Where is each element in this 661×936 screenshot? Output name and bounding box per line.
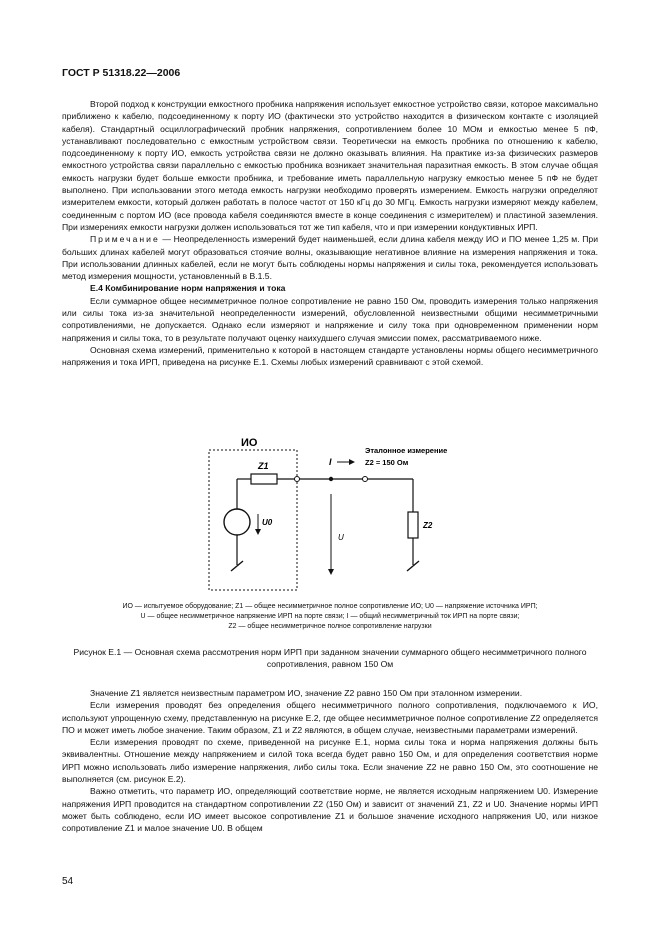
current-label: I: [329, 457, 332, 467]
paragraph: Основная схема измерений, применительно к которой в настоящем стандарте установлены нормы общего несимметричного напряжения и тока ИРП, приведена на рисунке Е.1. Схемы любых измерений сравнивают с этой схемой.: [62, 344, 598, 368]
z2-resistor: [408, 512, 418, 538]
text-block-top: [62, 98, 598, 369]
legend-line: U — общее несимметричное напряжение ИРП на порте связи; I — общий несимметричный ток ИРП на порте связи;: [140, 613, 520, 620]
paragraph: Если суммарное общее несимметричное полное сопротивление не равно 150 Ом, проводить измерения только напряжения или силы тока из-за значительной неопределенности измерений, обусловленной неизвестными общими несимметричными сопротивлениями, не допускается. Однако если измеряют и напряжение и силу тока при одновременном применении норм напряжения и силы тока, то в результате получают оценку наихудшего случая эмиссии помех, рассматриваемого ниже.: [62, 295, 598, 343]
paragraph: Если измерения проводят без определения общего несимметричного полного сопротивления, подключаемого к ИО, используют упрощенную схему, представленную на рисунке Е.2, где общее несимметричное полное сопротивление Z2 определяется ПО и может иметь любое значение. Таким образом, Z1 и Z2 являются, в общем случае, неизвестными параметрами измерений.: [62, 700, 598, 735]
voltage-arrow-head: [328, 569, 334, 575]
paragraph: Значение Z1 является неизвестным параметром ИО, значение Z2 равно 150 Ом при эталонном измерении.: [90, 688, 523, 698]
legend-line: ИО — испытуемое оборудование; Z1 — общее несимметричное полное сопротивление ИО; U0 — напряжение источника ИРП;: [122, 603, 538, 610]
paragraph: Если измерения проводят по схеме, приведенной на рисунке Е.1, норма силы тока и норма напряжения должны быть эквивалентны. Отношение между напряжением и силой тока всегда будет равно 150 Ом, и для определения соответствия норме ИРП можно использовать либо измерение напряжения, либо силы тока. Если значение Z2 не равно 150 Ом, это соотношение не выполняется (см. рисунок Е.2).: [62, 737, 598, 785]
legend-line: Z2 — общее несимметричное полное сопротивление нагрузки: [228, 623, 432, 630]
figure-legend: [62, 602, 598, 632]
paragraph: Важно отметить, что параметр ИО, определяющий соответствие норме, не является исходным напряжением U0. Измерение напряжения ИРП проводится на стандартном сопротивлении Z2 (150 Ом) и зависит от значений Z1, Z2 и U0. Значение нормы ИРП может быть соблюдено, если ИО имеет высокое сопротивление Z1 и большое значение исходного напряжения U0, или низкое сопротивление Z1 и малое значение U0. В общем: [62, 786, 598, 834]
reference-label-1: Эталонное измерение: [365, 446, 448, 455]
z1-label: Z1: [258, 461, 269, 471]
u0-label: U0: [262, 518, 273, 527]
paragraph: Второй подход к конструкции емкостного пробника напряжения использует емкостное устройство связи, которое максимально приближено к кабелю, подсоединенному к порту ИО (фактически это устройство находится в физическом контакте с изоляцией кабеля). Стандартный осциллографический пробник напряжения, сопротивлением более 10 МОм и емкостью менее 5 пФ, устанавливают последовательно с емкостным устройством связи. Теоретически на емкость пробника по отношению к кабелю, подсоединенному к порту ИО, емкость устройства связи не должно оказывать влияния. На практике из-за физических размеров емкостного устройства связи параллельно с емкостью пробника возникает значительная паразитная емкость. В этом случае общая емкость нагрузки будет больше емкости пробника, и требование иметь параллельную нагрузку емкостью менее 5 пФ не будет выполнено. При использовании этого метода емкость нагрузки необходимо проверять измерением. Емкость нагрузки определяют измерителем емкости, который должен работать в полосе частот от 150 кГц до 30 МГц. Емкость нагрузки измеряют между кабелем, соединенным с портом ИО (все провода кабеля соединяются вместе в конце соединения с измерителем) и пластиной заземления. При измерениях емкости нагрузки должен использоваться тот же тип кабеля, что и при измерении кондуктивных ИРП.: [62, 99, 598, 232]
text-block-bottom: [62, 687, 598, 835]
figure-caption: Рисунок Е.1 — Основная схема рассмотрения норм ИРП при заданном значении суммарного общего несимметричного полного сопротивления, равном 150 Ом: [73, 647, 587, 670]
note-text: — Неопределенность измерений будет наименьшей, если длина кабеля между ИО и ПО менее 1,25 м. При больших длинах кабелей могут образоваться стоячие волны, оказывающие негативное влияние на измерения напряжения и тока. При использовании длинных кабелей, если не могут быть соблюдены нормы напряжения и силы тока, рекомендуется использовать метод измерения мощности, установленный в В.1.5.: [62, 234, 598, 282]
section-heading: Е.4 Комбинирование норм напряжения и тока: [90, 283, 286, 294]
voltage-label: U: [338, 533, 344, 542]
page-number: 54: [62, 876, 74, 887]
eut-label: ИО: [241, 437, 258, 449]
circuit-diagram: [195, 432, 485, 592]
z1-resistor: [251, 474, 277, 484]
junction-dot: [329, 477, 333, 481]
z2-label: Z2: [423, 521, 433, 530]
u0-arrow-head: [255, 529, 261, 535]
reference-label-2: Z2 = 150 Ом: [365, 458, 409, 467]
eut-boundary: [209, 450, 297, 590]
note-label: Примечание: [90, 234, 160, 245]
ref-terminal: [363, 477, 368, 482]
document-header: ГОСТ Р 51318.22—2006: [62, 67, 181, 79]
note-paragraph: [62, 233, 598, 282]
current-arrow-head: [349, 459, 355, 465]
voltage-source: [224, 509, 250, 535]
port-terminal: [295, 477, 300, 482]
